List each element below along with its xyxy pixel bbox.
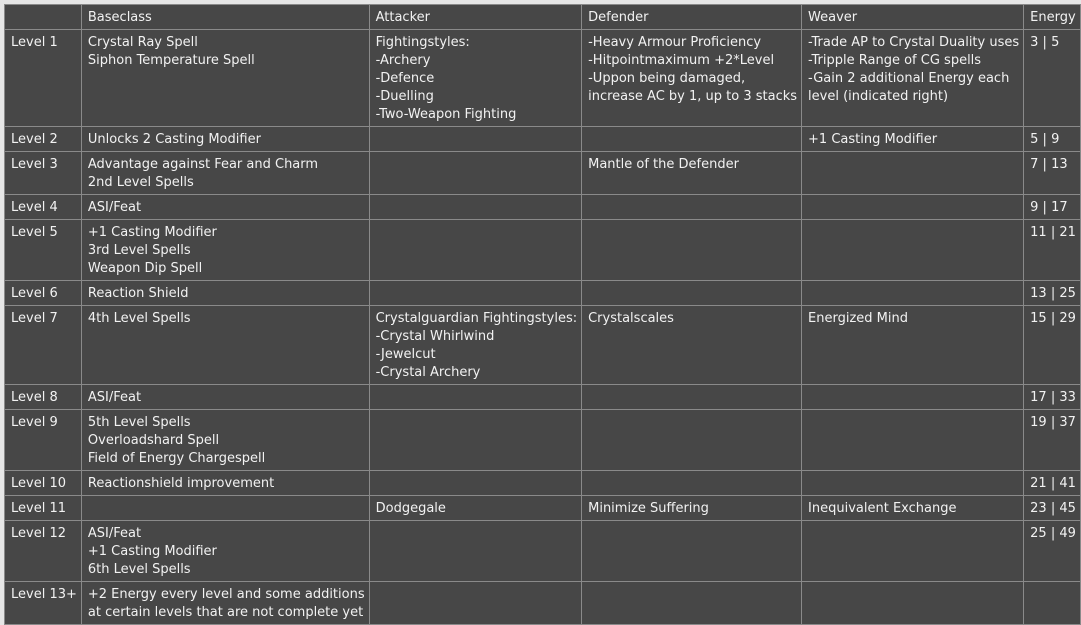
cell-baseclass bbox=[81, 521, 369, 582]
cell-level: Level 12 bbox=[5, 521, 82, 582]
table-row bbox=[5, 127, 1081, 152]
attacker-line: -Defence bbox=[375, 71, 435, 86]
cell-baseclass bbox=[81, 152, 369, 195]
baseclass-line: 3rd Level Spells bbox=[87, 243, 191, 258]
cell-energy bbox=[1024, 582, 1081, 625]
cell-baseclass bbox=[81, 410, 369, 471]
cell-attacker bbox=[369, 281, 582, 306]
cell-level: Level 11 bbox=[5, 496, 82, 521]
cell-level: Level 5 bbox=[5, 220, 82, 281]
cell-weaver bbox=[802, 195, 1024, 220]
defender-line: -Hitpointmaximum +2*Level bbox=[588, 53, 775, 68]
cell-baseclass bbox=[81, 471, 369, 496]
weaver-line: Inequivalent Exchange bbox=[808, 501, 957, 516]
cell-attacker bbox=[369, 30, 582, 127]
baseclass-line: ASI/Feat bbox=[87, 526, 142, 541]
cell-weaver bbox=[802, 30, 1024, 127]
table-row bbox=[5, 410, 1081, 471]
baseclass-line: Advantage against Fear and Charm bbox=[87, 157, 319, 172]
cell-level: Level 3 bbox=[5, 152, 82, 195]
header-cell-baseclass: Baseclass bbox=[81, 5, 369, 30]
cell-level: Level 6 bbox=[5, 281, 82, 306]
weaver-line: level (indicated right) bbox=[808, 89, 949, 104]
cell-level: Level 8 bbox=[5, 385, 82, 410]
cell-level: Level 13+ bbox=[5, 582, 82, 625]
table-row bbox=[5, 152, 1081, 195]
cell-baseclass bbox=[81, 220, 369, 281]
baseclass-line: ASI/Feat bbox=[87, 390, 142, 405]
attacker-line: -Archery bbox=[375, 53, 431, 68]
weaver-line: Energized Mind bbox=[808, 311, 908, 326]
cell-attacker bbox=[369, 385, 582, 410]
cell-attacker bbox=[369, 306, 582, 385]
cell-attacker bbox=[369, 410, 582, 471]
cell-attacker bbox=[369, 152, 582, 195]
baseclass-line: +1 Casting Modifier bbox=[87, 225, 217, 240]
attacker-line: -Crystal Archery bbox=[375, 365, 481, 380]
cell-energy: 17 | 33 bbox=[1024, 385, 1081, 410]
cell-level: Level 9 bbox=[5, 410, 82, 471]
baseclass-line: 2nd Level Spells bbox=[87, 175, 194, 190]
cell-baseclass bbox=[81, 582, 369, 625]
baseclass-line: +2 Energy every level and some additions bbox=[87, 587, 365, 602]
cell-baseclass bbox=[81, 30, 369, 127]
baseclass-line: Reactionshield improvement bbox=[87, 476, 275, 491]
cell-defender bbox=[582, 30, 802, 127]
cell-weaver bbox=[802, 152, 1024, 195]
baseclass-line: at certain levels that are not complete yet bbox=[87, 605, 364, 620]
baseclass-line: 4th Level Spells bbox=[87, 311, 191, 326]
table-row bbox=[5, 195, 1081, 220]
defender-line: -Uppon being damaged, bbox=[588, 71, 746, 86]
weaver-line: -Gain 2 additional Energy each bbox=[808, 71, 1010, 86]
table-row bbox=[5, 30, 1081, 127]
cell-weaver bbox=[802, 127, 1024, 152]
cell-baseclass bbox=[81, 306, 369, 385]
header-cell-attacker: Attacker bbox=[369, 5, 582, 30]
cell-level: Level 4 bbox=[5, 195, 82, 220]
baseclass-line: Unlocks 2 Casting Modifier bbox=[87, 132, 261, 147]
cell-defender bbox=[582, 281, 802, 306]
cell-attacker bbox=[369, 220, 582, 281]
cell-baseclass bbox=[81, 281, 369, 306]
cell-defender bbox=[582, 220, 802, 281]
table-row bbox=[5, 521, 1081, 582]
cell-energy: 3 | 5 bbox=[1024, 30, 1081, 127]
attacker-line: Crystalguardian Fightingstyles: bbox=[375, 311, 578, 326]
table-row bbox=[5, 281, 1081, 306]
cell-defender bbox=[582, 385, 802, 410]
baseclass-line: Siphon Temperature Spell bbox=[87, 53, 255, 68]
weaver-line: -Tripple Range of CG spells bbox=[808, 53, 982, 68]
weaver-line: +1 Casting Modifier bbox=[808, 132, 938, 147]
cell-level: Level 10 bbox=[5, 471, 82, 496]
cell-attacker bbox=[369, 127, 582, 152]
cell-weaver bbox=[802, 471, 1024, 496]
weaver-line: -Trade AP to Crystal Duality uses bbox=[808, 35, 1020, 50]
cell-defender bbox=[582, 471, 802, 496]
cell-defender bbox=[582, 195, 802, 220]
cell-weaver bbox=[802, 220, 1024, 281]
attacker-line: Dodgegale bbox=[375, 501, 446, 516]
table-row bbox=[5, 496, 1081, 521]
cell-attacker bbox=[369, 582, 582, 625]
defender-line: Minimize Suffering bbox=[588, 501, 709, 516]
defender-line: Mantle of the Defender bbox=[588, 157, 739, 172]
baseclass-line: 6th Level Spells bbox=[87, 562, 191, 577]
cell-energy: 21 | 41 bbox=[1024, 471, 1081, 496]
attacker-line: -Jewelcut bbox=[375, 347, 436, 362]
cell-energy: 7 | 13 bbox=[1024, 152, 1081, 195]
baseclass-line: Field of Energy Chargespell bbox=[87, 451, 266, 466]
cell-defender bbox=[582, 127, 802, 152]
attacker-line: -Duelling bbox=[375, 89, 434, 104]
cell-energy: 5 | 9 bbox=[1024, 127, 1081, 152]
cell-level: Level 2 bbox=[5, 127, 82, 152]
cell-weaver bbox=[802, 521, 1024, 582]
baseclass-line: Crystal Ray Spell bbox=[87, 35, 198, 50]
cell-attacker bbox=[369, 521, 582, 582]
cell-baseclass bbox=[81, 195, 369, 220]
header-cell-level bbox=[5, 5, 82, 30]
table-body bbox=[5, 30, 1081, 625]
cell-level: Level 1 bbox=[5, 30, 82, 127]
header-cell-energy: Energy bbox=[1024, 5, 1081, 30]
cell-defender bbox=[582, 496, 802, 521]
table-row bbox=[5, 582, 1081, 625]
defender-line: increase AC by 1, up to 3 stacks bbox=[588, 89, 798, 104]
header-cell-weaver: Weaver bbox=[802, 5, 1024, 30]
cell-weaver bbox=[802, 582, 1024, 625]
cell-defender bbox=[582, 410, 802, 471]
defender-line: -Heavy Armour Proficiency bbox=[588, 35, 762, 50]
cell-weaver bbox=[802, 281, 1024, 306]
cell-attacker bbox=[369, 496, 582, 521]
cell-weaver bbox=[802, 496, 1024, 521]
attacker-line: Fightingstyles: bbox=[375, 35, 470, 50]
cell-baseclass bbox=[81, 127, 369, 152]
cell-baseclass bbox=[81, 385, 369, 410]
attacker-line: -Crystal Whirlwind bbox=[375, 329, 495, 344]
cell-defender bbox=[582, 582, 802, 625]
cell-attacker bbox=[369, 471, 582, 496]
header-cell-defender: Defender bbox=[582, 5, 802, 30]
cell-energy: 15 | 29 bbox=[1024, 306, 1081, 385]
cell-defender bbox=[582, 521, 802, 582]
cell-energy: 9 | 17 bbox=[1024, 195, 1081, 220]
class-progression-table bbox=[4, 4, 1081, 625]
baseclass-line: ASI/Feat bbox=[87, 200, 142, 215]
baseclass-line: +1 Casting Modifier bbox=[87, 544, 217, 559]
cell-weaver bbox=[802, 385, 1024, 410]
header-row bbox=[5, 5, 1081, 30]
table-row bbox=[5, 385, 1081, 410]
cell-energy: 11 | 21 bbox=[1024, 220, 1081, 281]
defender-line: Crystalscales bbox=[588, 311, 674, 326]
table-row bbox=[5, 471, 1081, 496]
cell-energy: 19 | 37 bbox=[1024, 410, 1081, 471]
baseclass-line: Reaction Shield bbox=[87, 286, 189, 301]
table-row bbox=[5, 306, 1081, 385]
cell-baseclass bbox=[81, 496, 369, 521]
cell-weaver bbox=[802, 306, 1024, 385]
baseclass-line: 5th Level Spells bbox=[87, 415, 191, 430]
cell-weaver bbox=[802, 410, 1024, 471]
attacker-line: -Two-Weapon Fighting bbox=[375, 107, 517, 122]
cell-defender bbox=[582, 152, 802, 195]
cell-energy: 25 | 49 bbox=[1024, 521, 1081, 582]
cell-energy: 13 | 25 bbox=[1024, 281, 1081, 306]
table-row bbox=[5, 220, 1081, 281]
cell-attacker bbox=[369, 195, 582, 220]
baseclass-line: Weapon Dip Spell bbox=[87, 261, 203, 276]
cell-level: Level 7 bbox=[5, 306, 82, 385]
baseclass-line: Overloadshard Spell bbox=[87, 433, 220, 448]
cell-energy: 23 | 45 bbox=[1024, 496, 1081, 521]
cell-defender bbox=[582, 306, 802, 385]
